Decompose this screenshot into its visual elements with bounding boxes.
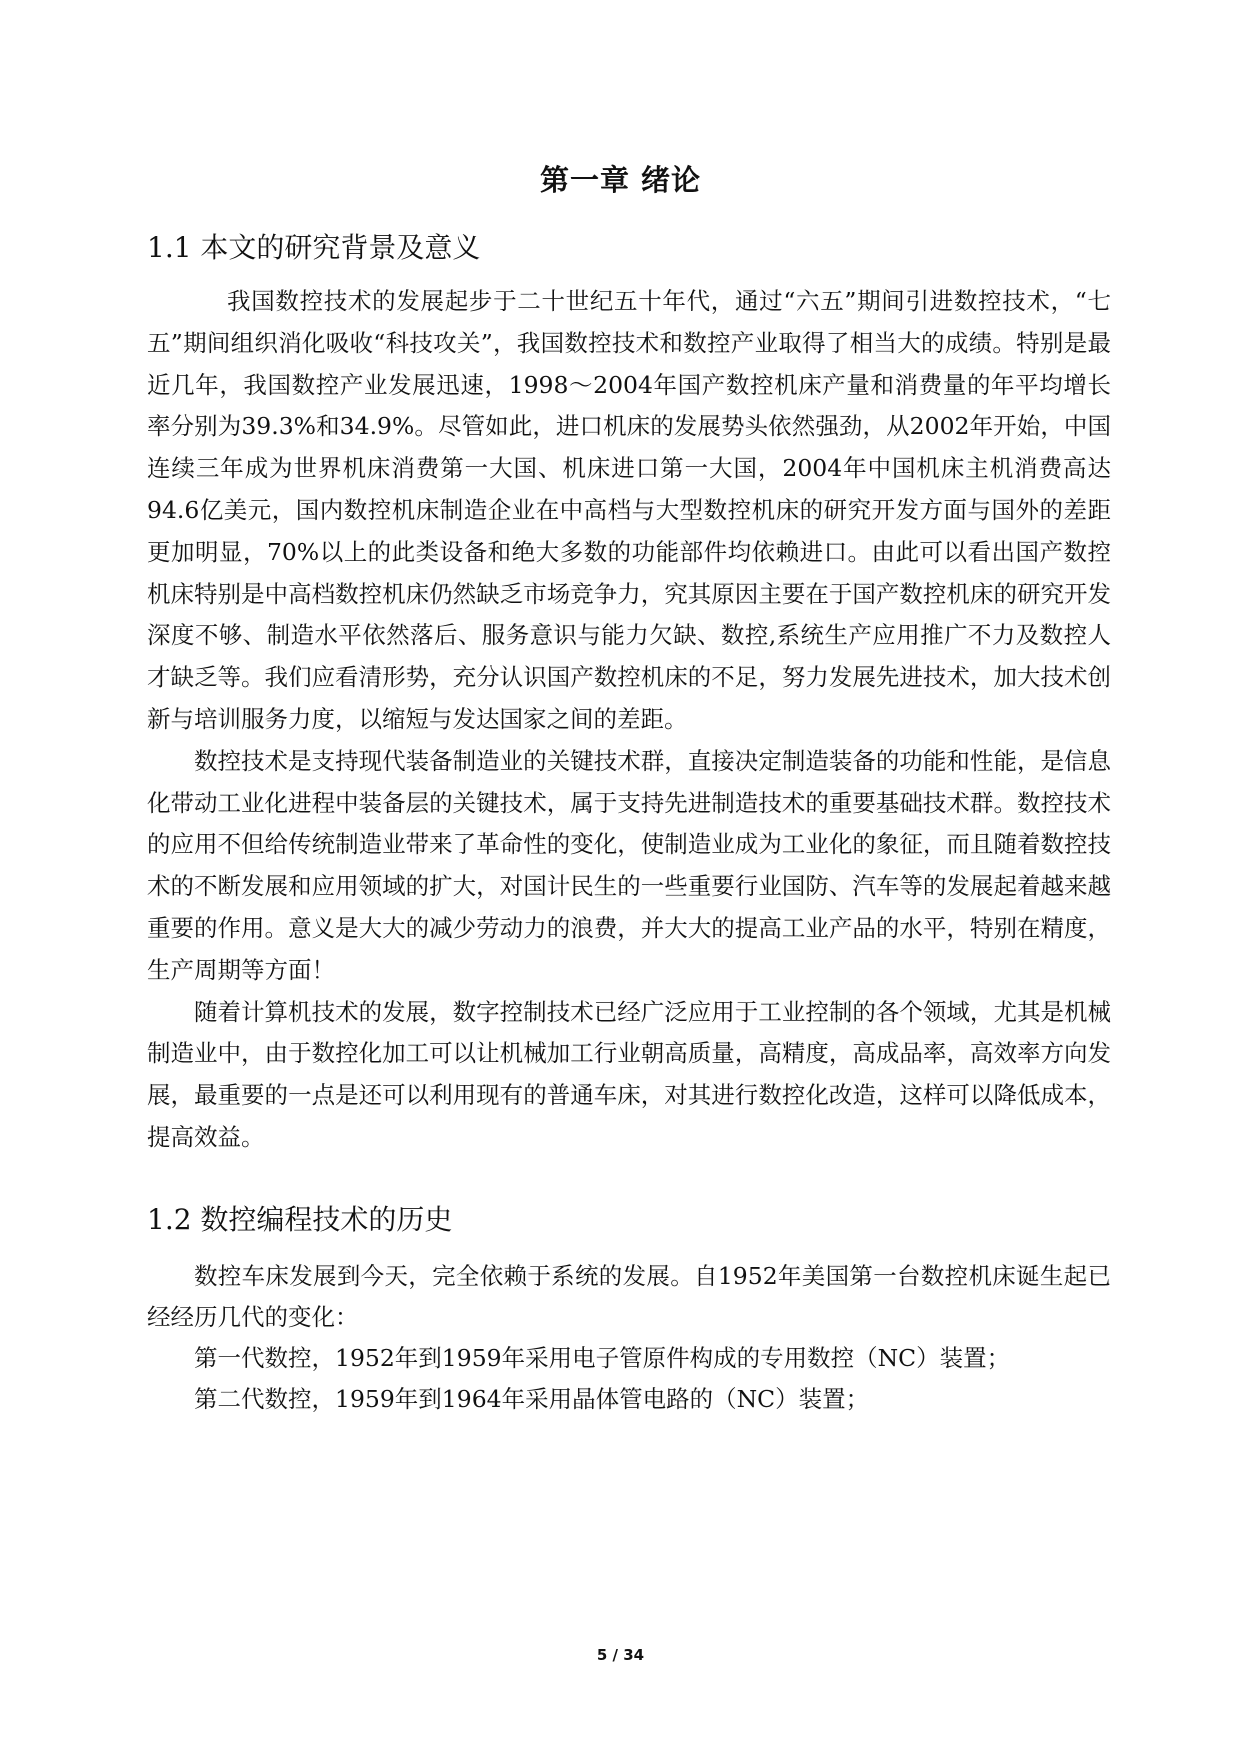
paragraph: 随着计算机技术的发展，数字控制技术已经广泛应用于工业控制的各个领域，尤其是机械制造业中，由于数控化加工可以让机械加工行业朝高质量，高精度，高成品率，高效率方向发展，最重要的一点是还可以利用现有的普通车床，对其进行数控化改造，这样可以降低成本，提高效益。 [147, 997, 1111, 1151]
paragraph: 我国数控技术的发展起步于二十世纪五十年代，通过“六五”期间引进数控技术，“七五”期间组织消化吸收“科技攻关”，我国数控技术和数控产业取得了相当大的成绩。特别是最近几年，我国数控产业发展迅速，1998～2004年国产数控机床产量和消费量的年平均增长率分别为39.3%和34.9%。尽管如此，进口机床的发展势头依然强劲，从2002年开始，中国连续三年成为世界机床消费第一大国、机床进口第一大国，2004年中国机床主机消费高达94.6亿美元，国内数控机床制造企业在中高档与大型数控机床的研究开发方面与国外的差距更加明显，70%以上的此类设备和绝大多数的功能部件均依赖进口。由此可以看出国产数控机床特别是中高档数控机床仍然缺乏市场竞争力，究其原因主要在于国产数控机床的研究开发深度不够、制造水平依然落后、服务意识与能力欠缺、数控,系统生产应用推广不力及数控人才缺乏等。我们应看清形势，充分认识国产数控机床的不足，努力发展先进技术，加大技术创新与培训服务力度，以缩短与发达国家之间的差距。 [147, 287, 1111, 733]
chapter-title: 第一章 绪论 [539, 163, 702, 197]
section-heading-1-2: 1.2 数控编程技术的历史 [147, 1203, 453, 1236]
section-heading-1-1: 1.1 本文的研究背景及意义 [147, 231, 481, 264]
list-item: 第一代数控，1952年到1959年采用电子管原件构成的专用数控（NC）装置； [194, 1344, 1011, 1372]
section-body-1-2 [147, 1256, 1111, 1420]
list-item: 第二代数控，1959年到1964年采用晶体管电路的（NC）装置； [194, 1385, 870, 1413]
paragraph: 数控车床发展到今天，完全依赖于系统的发展。自1952年美国第一台数控机床诞生起已经经历几代的变化： [147, 1262, 1111, 1331]
paragraph: 数控技术是支持现代装备制造业的关键技术群，直接决定制造装备的功能和性能，是信息化带动工业化进程中装备层的关键技术，属于支持先进制造技术的重要基础技术群。数控技术的应用不但给传统制造业带来了革命性的变化，使制造业成为工业化的象征，而且随着数控技术的不断发展和应用领域的扩大，对国计民生的一些重要行业国防、汽车等的发展起着越来越重要的作用。意义是大大的减少劳动力的浪费，并大大的提高工业产品的水平，特别在精度，生产周期等方面！ [147, 746, 1111, 984]
section-body-1-1 [147, 281, 1111, 1159]
page-number: 5 / 34 [596, 1646, 645, 1664]
